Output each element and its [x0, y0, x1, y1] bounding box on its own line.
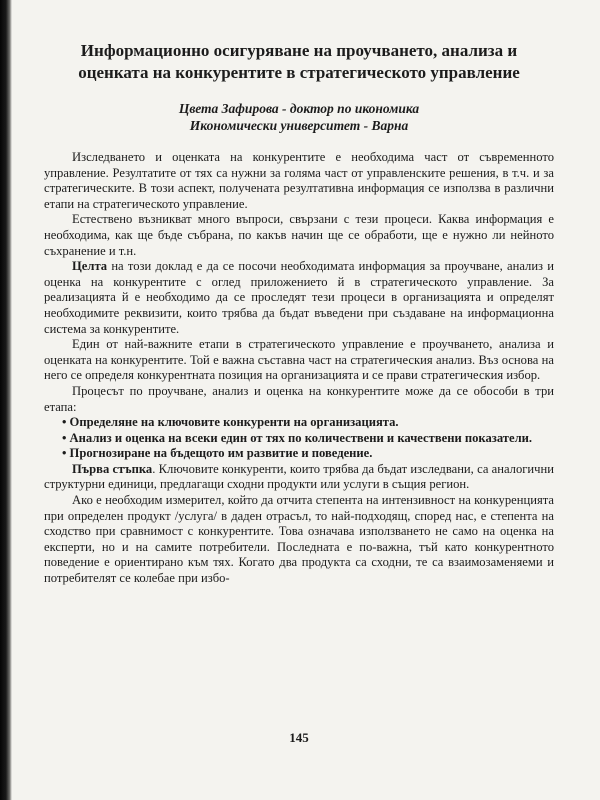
author-block [44, 100, 554, 134]
bullet-item-2: • Анализ и оценка на всеки един от тях по количествени и качествени показатели. [62, 430, 533, 445]
paragraph-4: Един от най-важните етапи в стратегическото управление е проучването, анализа и оценката на конкурентите. Той е важна съставна част на стратегическия анализ. Въз основа на него се определя конкурентната позиция на организацията и се прави стратегическия избор. [44, 337, 554, 383]
document-page [44, 40, 554, 790]
paragraph-2: Естествено възникват много въпроси, свързани с тези процеси. Каква информация е необходима, как ще бъде събрана, по какъв начин ще се обработи, ще е нужно ли нейното съхранение и т.н. [44, 212, 554, 258]
paragraph-6 [44, 462, 554, 493]
paragraph-6-text: . Ключовите конкуренти, които трябва да бъдат изследвани, са аналогични структурни единици, предлагащи сходни продукти или услуги в същия регион. [44, 461, 554, 492]
article-body [44, 150, 554, 587]
bullet-item-1: • Определяне на ключовите конкуренти на организацията. [62, 415, 399, 430]
paragraph-7: Ако е необходим измерител, който да отчита степента на интензивност на конкуренцията при определен продукт /услуга/ в даден отрасъл, то най-подходящ, според нас, е степента на сходство при сравнимост с конкурентите. Това означава използването не само на оценка на експерти, но и на самите потребители. Последната е по-важна, тъй като конкурентното поведение е ориентирано към тях. Когато два продукта са сходни, те са взаимозаменяеми и потребителят се колебае при избо- [44, 493, 554, 586]
bullet-item-3: • Прогнозиране на бъдещото им развитие и поведение. [62, 446, 373, 461]
paragraph-3 [44, 259, 554, 337]
paragraph-3-text: на този доклад е да се посочи необходимата информация за проучване, анализ и оценка на конкурентите с оглед приложението й в стратегическото управление. За реализацията й е необходимо да се проследят тези процеси в организацията и определят необходимите реквизити, които трябва да бъдат въведени при създаване на информационна система за конкурентите. [44, 259, 554, 336]
author-affiliation: Икономически университет - Варна [189, 118, 409, 133]
paragraph-1: Изследването и оценката на конкурентите е необходима част от съвременното управление. Резултатите от тях са нужни за голяма част от управленските решения, в т.ч. и за стратегическите. В този аспект, получената резултативна информация се използва в различни етапи на стратегическото управление. [44, 150, 554, 211]
page-number: 145 [289, 730, 309, 745]
book-binding-shadow [0, 0, 12, 800]
paragraph-6-lead: Първа стъпка [72, 461, 153, 476]
paragraph-5: Процесът по проучване, анализ и оценка на конкурентите може да се обособи в три етапа: [44, 383, 554, 414]
paragraph-3-lead: Целта [72, 259, 108, 274]
article-title: Информационно осигуряване на проучването, анализа и оценката на конкурентите в стратегическото управление [78, 41, 520, 82]
author-name: Цвета Зафирова - доктор по икономика [178, 101, 420, 116]
